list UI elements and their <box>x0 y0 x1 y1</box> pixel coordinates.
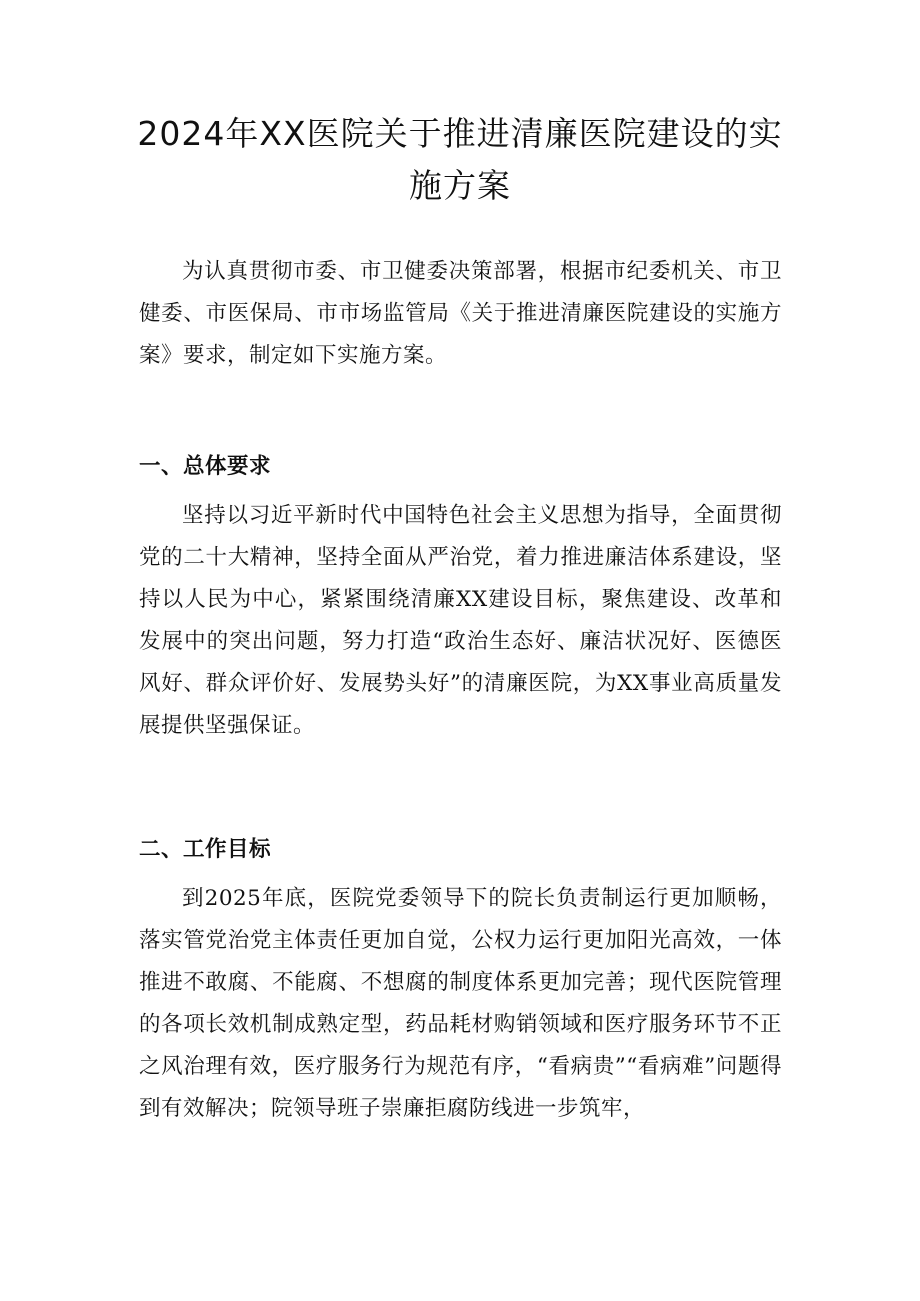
section-heading-overall-requirements: 一、总体要求 <box>139 454 272 479</box>
section-body-overall-requirements: 坚持以习近平新时代中国特色社会主义思想为指导，全面贯彻党的二十大精神，坚持全面从严治党，着力推进廉洁体系建设，坚持以人民为中心，紧紧围绕清廉XX建设目标，聚焦建设、改革和发展中的突出问题，努力打造“政治生态好、廉洁状况好、医德医风好、群众评价好、发展势头好”的清廉医院，为XX事业高质量发展提供坚强保证。 <box>139 503 782 738</box>
document-title: 2024年XX医院关于推进清廉医院建设的实施方案 <box>137 114 783 205</box>
section-body-work-goals: 到2025年底，医院党委领导下的院长负责制运行更加顺畅，落实管党治党主体责任更加自觉，公权力运行更加阳光高效，一体推进不敢腐、不能腐、不想腐的制度体系更加完善；现代医院管理的各项长效机制成熟定型，药品耗材购销领域和医疗服务环节不正之风治理有效，医疗服务行为规范有序，“看病贵”“看病难”问题得到有效解决；院领导班子崇廉拒腐防线进一步筑牢， <box>139 886 782 1121</box>
intro-paragraph: 为认真贯彻市委、市卫健委决策部署，根据市纪委机关、市卫健委、市医保局、市市场监管局《关于推进清廉医院建设的实施方案》要求，制定如下实施方案。 <box>139 259 782 368</box>
section-heading-work-goals: 二、工作目标 <box>139 837 272 862</box>
